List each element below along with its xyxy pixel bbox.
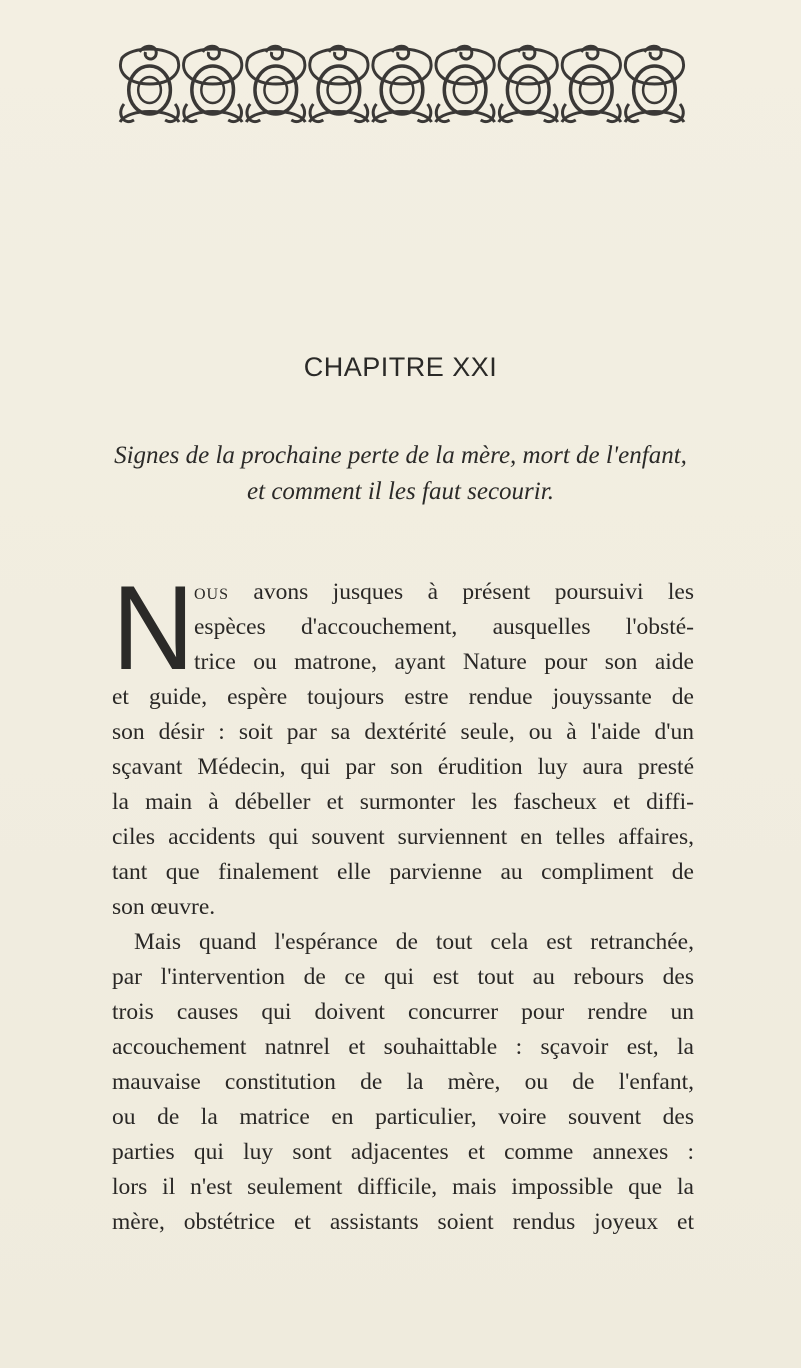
ornament-stroke [444,66,486,114]
ornament-stroke [454,77,477,103]
ornament-stroke [517,77,540,103]
paragraph-first [112,561,694,925]
text-line: trice ou matrone, ayant Nature pour son aide [194,649,694,675]
text-line: lors il n'est seulement difficile, mais impossible que la [112,1174,694,1200]
text-line: tant que finalement elle parvienne au compliment de [112,859,694,885]
text-line: son désir : soit par sa dextérité seule, ou à l'aide d'un [112,719,694,745]
ornament-stroke [192,66,234,114]
text-line-rest: avons jusques à présent poursuivi les [229,579,694,605]
ornament-stroke [328,77,351,103]
subtitle-line: Signes de la prochaine perte de la mère, mort de l'enfant, [114,442,687,469]
body-text [112,561,694,1240]
first-word-rest: ous [194,579,230,605]
ornament-stroke [201,77,224,103]
ornament-stroke [507,66,549,114]
ornament-stroke [381,66,423,114]
ornament-stroke [634,66,676,114]
text-line: espèces d'accouchement, ausquelles l'obsté- [194,614,694,640]
text-line: Mais quand l'espérance de tout cela est retranchée, [134,929,694,955]
subtitle-line: et comment il les faut secourir. [247,478,554,505]
ornament-stroke [264,77,287,103]
text-line: sçavant Médecin, qui par son érudition luy aura presté [112,754,694,780]
text-line: accouchement natnrel et souhaittable : sçavoir est, la [112,1034,694,1060]
ornament-stroke [138,77,161,103]
ornament-stroke [571,66,613,114]
ornament-stroke [580,77,603,103]
text-line: mauvaise constitution de la mère, ou de l'enfant, [112,1069,694,1095]
chapter-title: CHAPITRE XXI [303,352,498,382]
text-line: ou de la matrice en particulier, voire souvent des [112,1104,694,1130]
text-line: par l'intervention de ce qui est tout au rebours des [112,964,694,990]
ornament-stroke [318,66,360,114]
text-line: son œuvre. [112,894,216,920]
chapter-subtitle [60,438,741,510]
text-line: et guide, espère toujours estre rendue jouyssante de [112,684,694,710]
text-line: la main à débeller et surmonter les fascheux et diffi- [112,789,694,815]
text-line: mère, obstétrice et assistants soient rendus joyeux et [112,1209,694,1235]
text-line: trois causes qui doivent concurrer pour rendre un [112,999,694,1025]
floral-border-ornament [118,44,686,130]
ornament-stroke [391,77,414,103]
ornament-stroke [129,66,171,114]
text-line [112,575,694,610]
drop-cap: N [112,561,195,695]
ornament-stroke [643,77,666,103]
paragraph-second [112,925,694,1240]
text-line: parties qui luy sont adjacentes et comme annexes : [112,1139,694,1165]
ornament-stroke [255,66,297,114]
text-line: ciles accidents qui souvent surviennent en telles affaires, [112,824,694,850]
